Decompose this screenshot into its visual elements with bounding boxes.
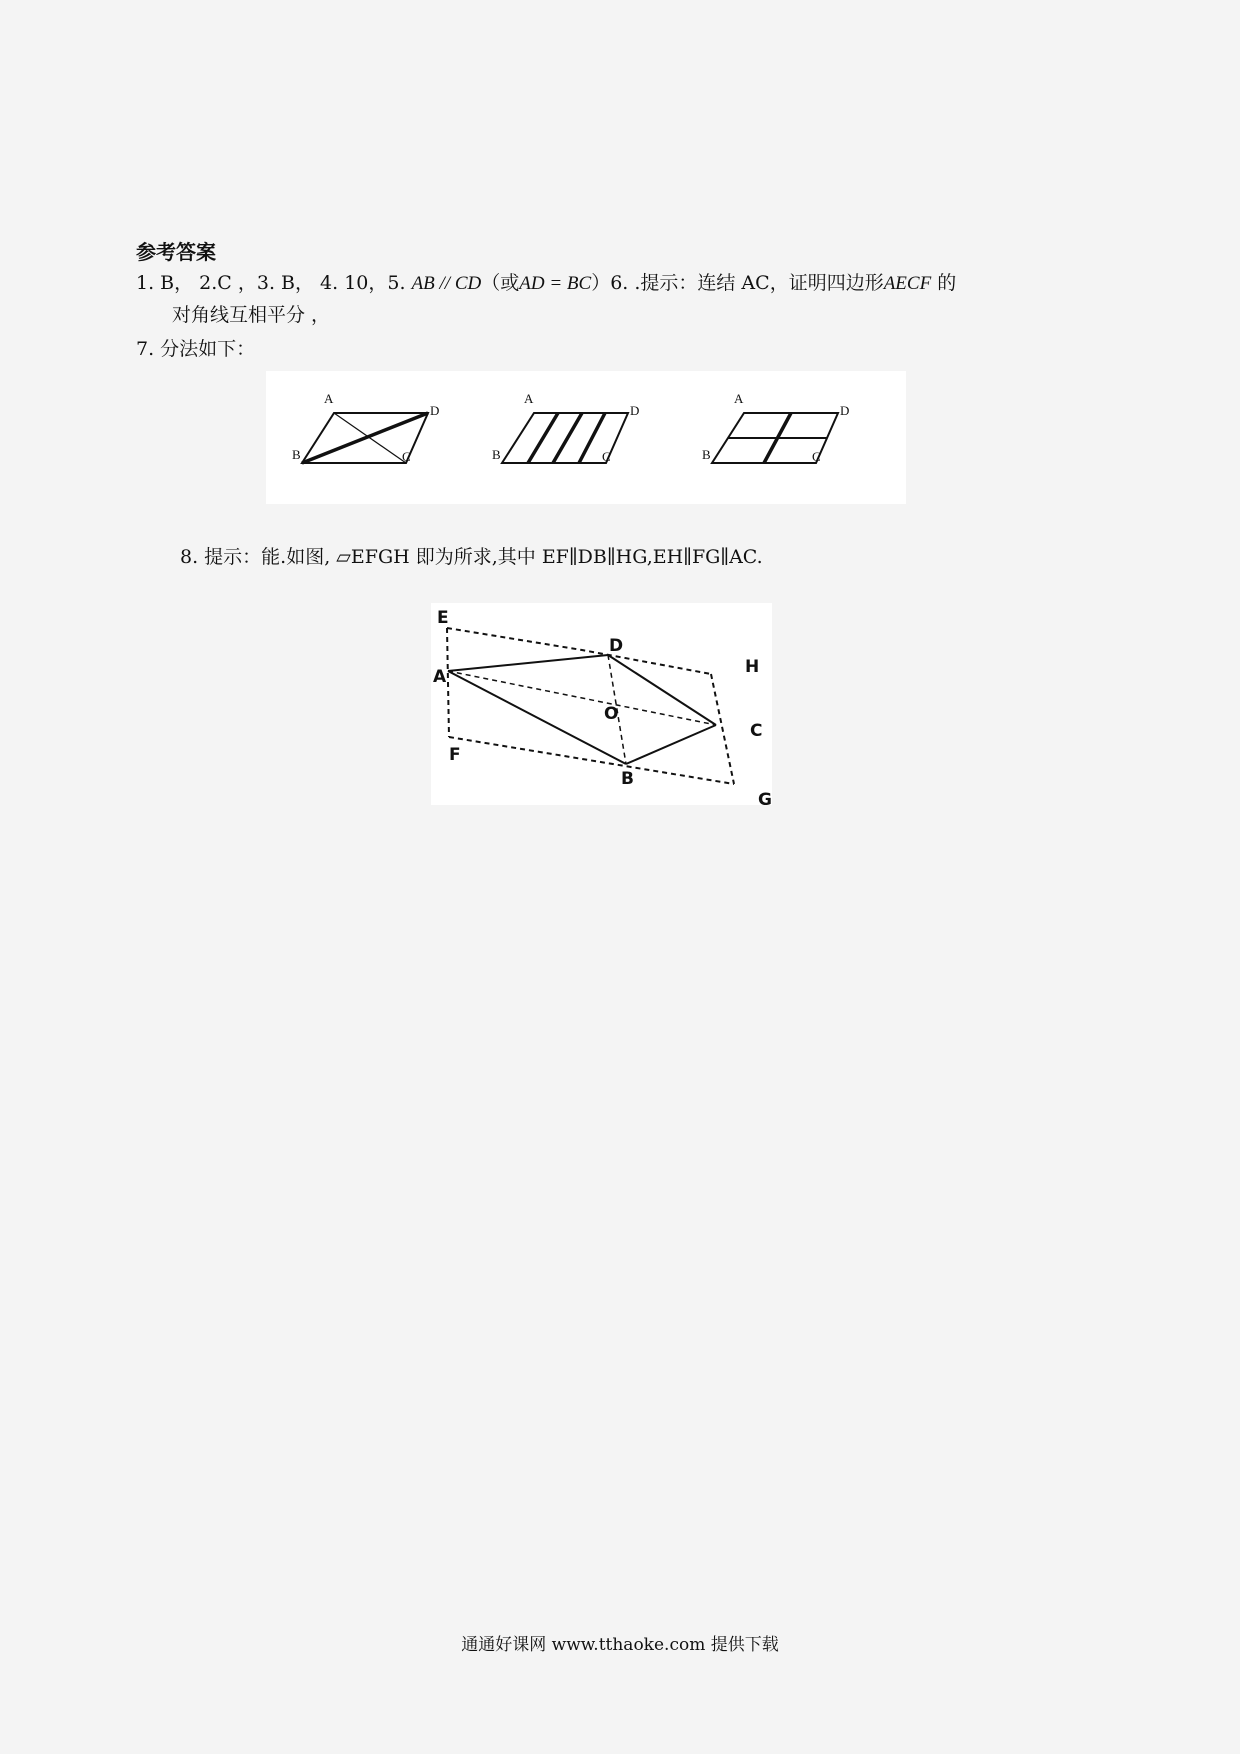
edge-FG (449, 737, 734, 784)
label-D: D (840, 403, 850, 418)
math-expression: AECF (883, 273, 932, 294)
math-expression: AB // CD (411, 273, 482, 294)
figure-7-division-diagrams (266, 371, 906, 504)
side-BC (626, 725, 716, 764)
label-C: C (750, 721, 763, 741)
label-A: A (433, 667, 447, 687)
label-C: C (812, 449, 821, 464)
label-B: B (621, 769, 634, 789)
label-D: D (609, 636, 624, 656)
math-expression: AD = BC (519, 273, 592, 294)
answers-text: （或 (481, 272, 520, 294)
label-O: O (604, 704, 619, 724)
page-footer: 通通好课网 www.tthaoke.com 提供下载 (461, 1635, 779, 1655)
edge-HG (711, 674, 734, 784)
label-E: E (437, 608, 449, 628)
label-D: D (430, 403, 440, 418)
answers-heading: 参考答案 (136, 240, 216, 264)
label-A: A (734, 391, 744, 406)
label-C: C (402, 449, 411, 464)
figure-8-parallelogram-construction (431, 603, 772, 805)
label-D: D (630, 403, 640, 418)
side-AD (448, 655, 608, 671)
label-A: A (324, 391, 334, 406)
answers-text: 1. B， 2.C ，3. B， 4. 10，5. (136, 272, 412, 294)
thin-diagonal (334, 413, 406, 463)
answers-line-7: 7. 分法如下： (136, 338, 256, 360)
division-line (553, 413, 582, 463)
label-H: H (745, 657, 760, 677)
side-AB (448, 671, 626, 764)
label-A: A (524, 391, 534, 406)
answers-text: ）6. .提示：连结 AC，证明四边形 (591, 272, 884, 294)
division-line (528, 413, 558, 463)
answers-line-1-continued: 对角线互相平分 ， (172, 304, 331, 326)
label-B: B (702, 447, 711, 462)
answers-text: 的 (931, 272, 957, 294)
label-F: F (449, 745, 461, 765)
answers-line-1 (136, 268, 956, 295)
label-C: C (602, 449, 611, 464)
answers-line-8: 8. 提示：能.如图, ▱EFGH 即为所求,其中 EF∥DB∥HG,EH∥FG∥AC. (180, 546, 763, 568)
label-G: G (758, 790, 772, 805)
edge-EF (447, 628, 449, 737)
label-B: B (292, 447, 301, 462)
label-B: B (492, 447, 501, 462)
